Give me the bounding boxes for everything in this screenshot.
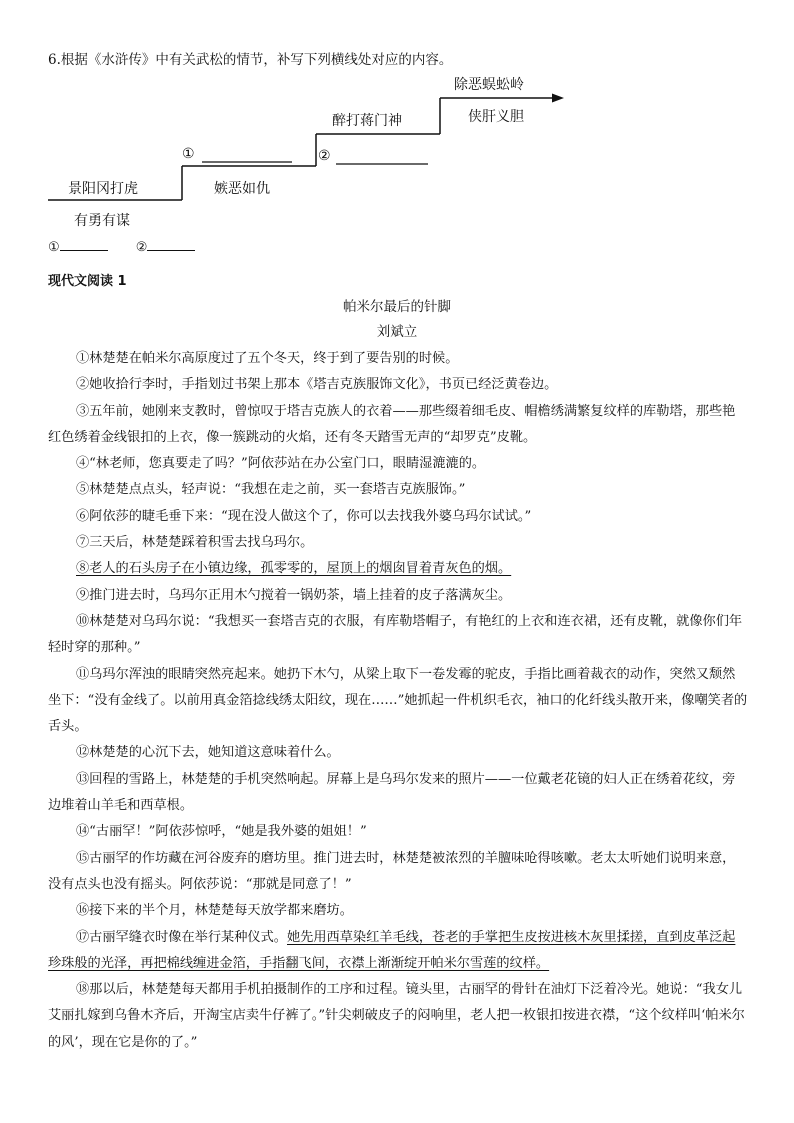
staircase-lines bbox=[40, 68, 600, 268]
blank-2-line[interactable] bbox=[147, 250, 195, 251]
paragraph-2: ②她收拾行李时，手指划过书架上那本《塔吉克族服饰文化》，书页已经泛黄卷边。 bbox=[76, 377, 558, 393]
paragraph-10: ⑩林楚楚对乌玛尔说：“我想买一套塔吉克的衣服，有库勒塔帽子，有艳红的上衣和连衣裙，还有皮靴，就像你们年轻时穿的那种。” bbox=[48, 613, 743, 656]
section-heading: 现代文阅读 1 bbox=[48, 274, 127, 289]
article-body bbox=[48, 346, 748, 1056]
blank-2-label: ② bbox=[135, 240, 148, 255]
step2-trait: 嫉恶如仇 bbox=[214, 181, 270, 197]
step4-label: 除恶蜈蚣岭 bbox=[454, 77, 524, 93]
paragraph-4: ④“林老师，您真要走了吗？”阿依莎站在办公室门口，眼睛湿漉漉的。 bbox=[76, 456, 486, 472]
step3-circle: ② bbox=[318, 148, 331, 164]
paragraph-11: ⑪乌玛尔浑浊的眼睛突然亮起来。她扔下木勺，从梁上取下一卷发霉的驼皮，手指比画着裁衣的动作，突然又颓然坐下：“没有金线了。以前用真金箔捻线绣太阳纹，现在……”她抓起一件机织毛衣，袖口的化纤线头散开来，像嘲笑者的舌头。 bbox=[48, 666, 748, 735]
paragraph-17-lead: ⑰古丽罕缝衣时像在举行某种仪式。 bbox=[76, 929, 287, 945]
paragraph-6: ⑥阿依莎的睫毛垂下来：“现在没人做这个了，你可以去找我外婆乌玛尔试试。” bbox=[76, 508, 532, 524]
paragraph-13: ⑬回程的雪路上，林楚楚的手机突然响起。屏幕上是乌玛尔发来的照片——一位戴老花镜的妇人正在绣着花纹，旁边堆着山羊毛和西草根。 bbox=[48, 771, 736, 814]
blank-1-label: ① bbox=[48, 240, 60, 255]
paragraph-9: ⑨推门进去时，乌玛尔正用木勺搅着一锅奶茶，墙上挂着的皮子落满灰尘。 bbox=[76, 587, 512, 603]
step4-trait: 侠肝义胆 bbox=[468, 109, 524, 125]
article-author: 刘斌立 bbox=[376, 324, 418, 340]
paragraph-15: ⑮古丽罕的作坊藏在河谷废弃的磨坊里。推门进去时，林楚楚被浓烈的羊膻味呛得咳嗽。老太太听她们说明来意，没有点头也没有摇头。阿依莎说：“那就是同意了！” bbox=[48, 850, 736, 892]
step1-label: 景阳冈打虎 bbox=[68, 181, 138, 197]
underlined-sentence-8: ⑧老人的石头房子在小镇边缘，孤零零的，屋顶上的烟囱冒着青灰色的烟。 bbox=[76, 561, 512, 577]
step1-trait: 有勇有谋 bbox=[74, 213, 130, 229]
paragraph-17 bbox=[48, 925, 748, 978]
answer-blanks bbox=[48, 240, 219, 255]
paragraph-16: ⑯接下来的半个月，林楚楚每天放学都来磨坊。 bbox=[76, 903, 353, 919]
blank-1-line[interactable] bbox=[60, 250, 108, 251]
question-6-prompt: 6.根据《水浒传》中有关武松的情节，补写下列横线处对应的内容。 bbox=[48, 52, 453, 68]
paragraph-5: ⑤林楚楚点点头，轻声说：“我想在走之前，买一套塔吉克族服饰。” bbox=[76, 482, 466, 498]
staircase-diagram bbox=[40, 68, 600, 268]
paragraph-8 bbox=[48, 556, 748, 582]
paragraph-1: ①林楚楚在帕米尔高原度过了五个冬天，终于到了要告别的时候。 bbox=[76, 351, 459, 366]
underlined-sentence-17: 她先用西草染红羊毛线，苍老的手掌把生皮按进核木灰里揉搓，直到皮革泛起珍珠般的光泽，再把棉线缠进金箔，手指翻飞间，衣襟上渐渐绽开帕米尔雪莲的纹样。 bbox=[48, 929, 736, 971]
paragraph-14: ⑭“古丽罕！”阿依莎惊呼，“她是我外婆的姐姐！” bbox=[76, 824, 367, 840]
paragraph-7: ⑦三天后，林楚楚踩着积雪去找乌玛尔。 bbox=[76, 535, 314, 551]
article-title: 帕米尔最后的针脚 bbox=[343, 299, 451, 315]
paragraph-12: ⑫林楚楚的心沉下去，她知道这意味着什么。 bbox=[76, 745, 340, 761]
step3-label: 醉打蒋门神 bbox=[332, 113, 402, 129]
step2-circle: ① bbox=[182, 146, 195, 162]
arrow-head bbox=[552, 94, 564, 103]
paragraph-18: ⑱那以后，林楚楚每天都用手机拍摄制作的工序和过程。镜头里，古丽罕的骨针在油灯下泛着冷光。她说：“我女儿艾丽扎嫁到乌鲁木齐后，开淘宝店卖牛仔裤了。”针尖刺破皮子的闷响里，老人把一枚银扣按进衣襟，“这个纹样叫‘帕米尔的风’，现在它是你的了。” bbox=[48, 982, 745, 1050]
paragraph-3: ③五年前，她刚来支教时，曾惊叹于塔吉克族人的衣着——那些缀着细毛皮、帽檐绣满繁复纹样的库勒塔，那些艳红色绣着金线银扣的上衣，像一簇跳动的火焰，还有冬天踏雪无声的“却罗克”皮靴。 bbox=[48, 403, 736, 445]
